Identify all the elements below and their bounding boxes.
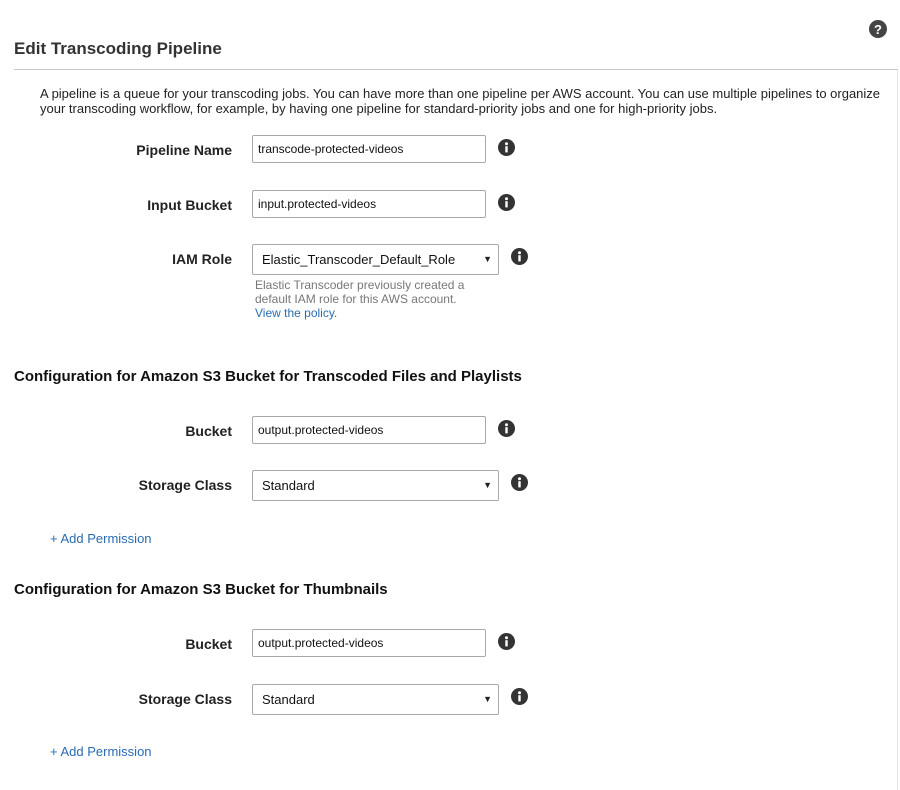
info-icon[interactable]: [511, 474, 528, 491]
iam-role-hint: [255, 278, 485, 320]
intro-text: A pipeline is a queue for your transcoding jobs. You can have more than one pipeline per AWS account. You can use multiple pipelines to organize your transcoding workflow, for example, by having one pipeline for standard-priority jobs and one for high-priority jobs.: [40, 86, 881, 116]
transcoded-section-heading: Configuration for Amazon S3 Bucket for Transcoded Files and Playlists: [14, 368, 522, 385]
info-icon[interactable]: [498, 420, 515, 437]
view-policy-link[interactable]: View the policy.: [255, 306, 338, 320]
transcoded-add-permission-link[interactable]: + Add Permission: [50, 531, 152, 546]
help-icon[interactable]: ?: [869, 20, 887, 38]
thumbnails-bucket-input[interactable]: [252, 629, 486, 657]
input-bucket-input[interactable]: [252, 190, 486, 218]
info-icon[interactable]: [498, 139, 515, 156]
info-icon[interactable]: [511, 688, 528, 705]
pipeline-name-label: Pipeline Name: [136, 142, 232, 158]
info-icon[interactable]: [511, 248, 528, 265]
iam-hint-text: Elastic Transcoder previously created a default IAM role for this AWS account.: [255, 278, 465, 306]
transcoded-bucket-input[interactable]: [252, 416, 486, 444]
caret-down-icon: ▼: [483, 254, 492, 264]
transcoded-storage-value: Standard: [262, 478, 315, 493]
iam-role-select[interactable]: [252, 244, 499, 275]
iam-role-label: IAM Role: [172, 251, 232, 267]
title-divider: [14, 69, 898, 70]
pipeline-name-input[interactable]: [252, 135, 486, 163]
thumbnails-section-heading: Configuration for Amazon S3 Bucket for Thumbnails: [14, 581, 388, 598]
right-border: [897, 70, 898, 790]
thumbnails-add-permission-link[interactable]: + Add Permission: [50, 744, 152, 759]
thumbnails-storage-label: Storage Class: [138, 691, 232, 707]
transcoded-storage-label: Storage Class: [138, 477, 232, 493]
transcoded-storage-select[interactable]: [252, 470, 499, 501]
info-icon[interactable]: [498, 194, 515, 211]
thumbnails-storage-value: Standard: [262, 692, 315, 707]
iam-role-value: Elastic_Transcoder_Default_Role: [262, 252, 456, 267]
transcoded-bucket-label: Bucket: [185, 423, 232, 439]
thumbnails-bucket-label: Bucket: [185, 636, 232, 652]
caret-down-icon: ▼: [483, 694, 492, 704]
info-icon[interactable]: [498, 633, 515, 650]
page-title: Edit Transcoding Pipeline: [14, 39, 222, 58]
caret-down-icon: ▼: [483, 480, 492, 490]
input-bucket-label: Input Bucket: [147, 197, 232, 213]
thumbnails-storage-select[interactable]: [252, 684, 499, 715]
